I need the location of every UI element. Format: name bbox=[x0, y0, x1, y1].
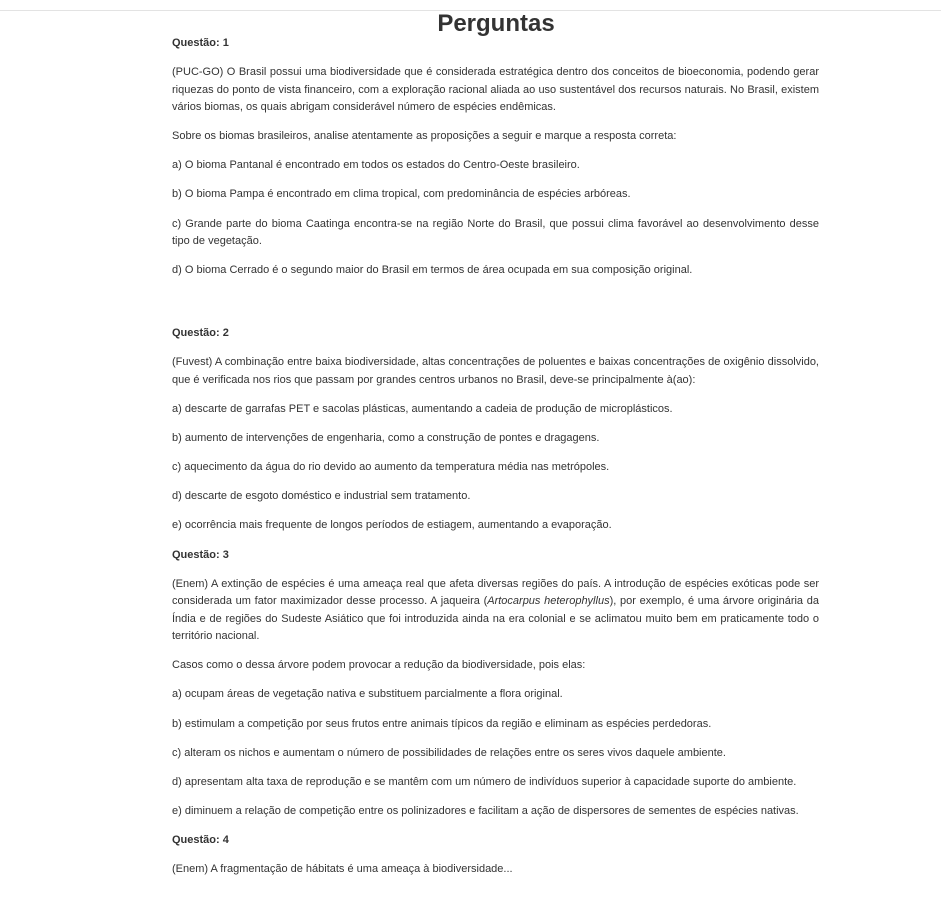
option-a: a) descarte de garrafas PET e sacolas plásticas, aumentando a cadeia de produção de microplásticos. bbox=[172, 403, 673, 416]
species-name: Artocarpus heterophyllus bbox=[487, 595, 610, 608]
option-c: c) Grande parte do bioma Caatinga encontra-se na região Norte do Brasil, que possui clima favorável ao desenvolvimento desse tipo de vegetação. bbox=[172, 217, 819, 248]
statement-text-end: ), por exemplo, é uma árvore originária da Índia e de regiões do Sudeste Asiático que foi introduzida ainda na era colonial e se aclimatou muito bem em praticamente todo o território nacional. bbox=[172, 595, 819, 643]
question-4 bbox=[172, 832, 819, 879]
question-spacer bbox=[172, 291, 819, 325]
question-heading: Questão: 3 bbox=[172, 548, 229, 561]
option-b: b) O bioma Pampa é encontrado em clima tropical, com predominância de espécies arbóreas. bbox=[172, 188, 631, 201]
option-b: b) aumento de intervenções de engenharia, como a construção de pontes e dragagens. bbox=[172, 432, 600, 445]
option-c: c) alteram os nichos e aumentam o número de possibilidades de relações entre os seres vivos daquele ambiente. bbox=[172, 746, 726, 759]
option-e: e) ocorrência mais frequente de longos períodos de estiagem, aumentando a evaporação. bbox=[172, 519, 612, 532]
question-heading: Questão: 1 bbox=[172, 37, 229, 49]
option-b: b) estimulam a competição por seus frutos entre animais típicos da região e eliminam as espécies perdedoras. bbox=[172, 717, 712, 730]
statement-text-start: (Enem) A extinção de espécies é uma ameaça real que afeta diversas regiões do país. A introdução de espécies exóticas pode ser considerada um fator maximizador desse processo. A jaqueira ( bbox=[172, 577, 819, 608]
question-statement: (Fuvest) A combinação entre baixa biodiversidade, altas concentrações de poluentes e baixas concentrações de oxigênio dissolvido, que é verificada nos rios que passam por grandes centros urbanos no Brasil, deve-se principalmente à(ao): bbox=[172, 356, 819, 386]
question-prompt: Sobre os biomas brasileiros, analise atentamente as proposições a seguir e marque a resposta correta: bbox=[172, 130, 677, 143]
option-e: e) diminuem a relação de competição entre os polinizadores e facilitam a ação de dispersores de sementes de espécies nativas. bbox=[172, 804, 799, 817]
page-title: Perguntas bbox=[437, 10, 555, 37]
question-statement bbox=[172, 576, 819, 646]
option-d: d) descarte de esgoto doméstico e industrial sem tratamento. bbox=[172, 490, 471, 503]
option-a: a) ocupam áreas de vegetação nativa e substituem parcialmente a flora original. bbox=[172, 688, 563, 701]
option-d: d) apresentam alta taxa de reprodução e se mantêm com um número de indivíduos superior à capacidade suporte do ambiente. bbox=[172, 775, 797, 788]
question-statement: (Enem) A fragmentação de hábitats é uma ameaça à biodiversidade... bbox=[172, 862, 513, 875]
question-prompt: Casos como o dessa árvore podem provocar a redução da biodiversidade, pois elas: bbox=[172, 659, 586, 672]
questions-content bbox=[172, 35, 819, 890]
question-3 bbox=[172, 547, 819, 821]
question-2 bbox=[172, 325, 819, 535]
question-heading: Questão: 2 bbox=[172, 327, 229, 340]
question-statement: (PUC-GO) O Brasil possui uma biodiversidade que é considerada estratégica dentro dos conceitos de bioeconomia, podendo gerar riquezas do ponto de vista financeiro, com a exploração racional aliada ao uso sustentável dos recursos naturais. No Brasil, existem vários biomas, os quais abrigam considerável número de espécies endêmicas. bbox=[172, 66, 819, 114]
question-heading: Questão: 4 bbox=[172, 833, 229, 846]
option-a: a) O bioma Pantanal é encontrado em todos os estados do Centro-Oeste brasileiro. bbox=[172, 159, 580, 172]
question-1 bbox=[172, 35, 819, 325]
option-c: c) aquecimento da água do rio devido ao aumento da temperatura média nas metrópoles. bbox=[172, 461, 610, 474]
option-d: d) O bioma Cerrado é o segundo maior do Brasil em termos de área ocupada em sua composição original. bbox=[172, 264, 693, 277]
